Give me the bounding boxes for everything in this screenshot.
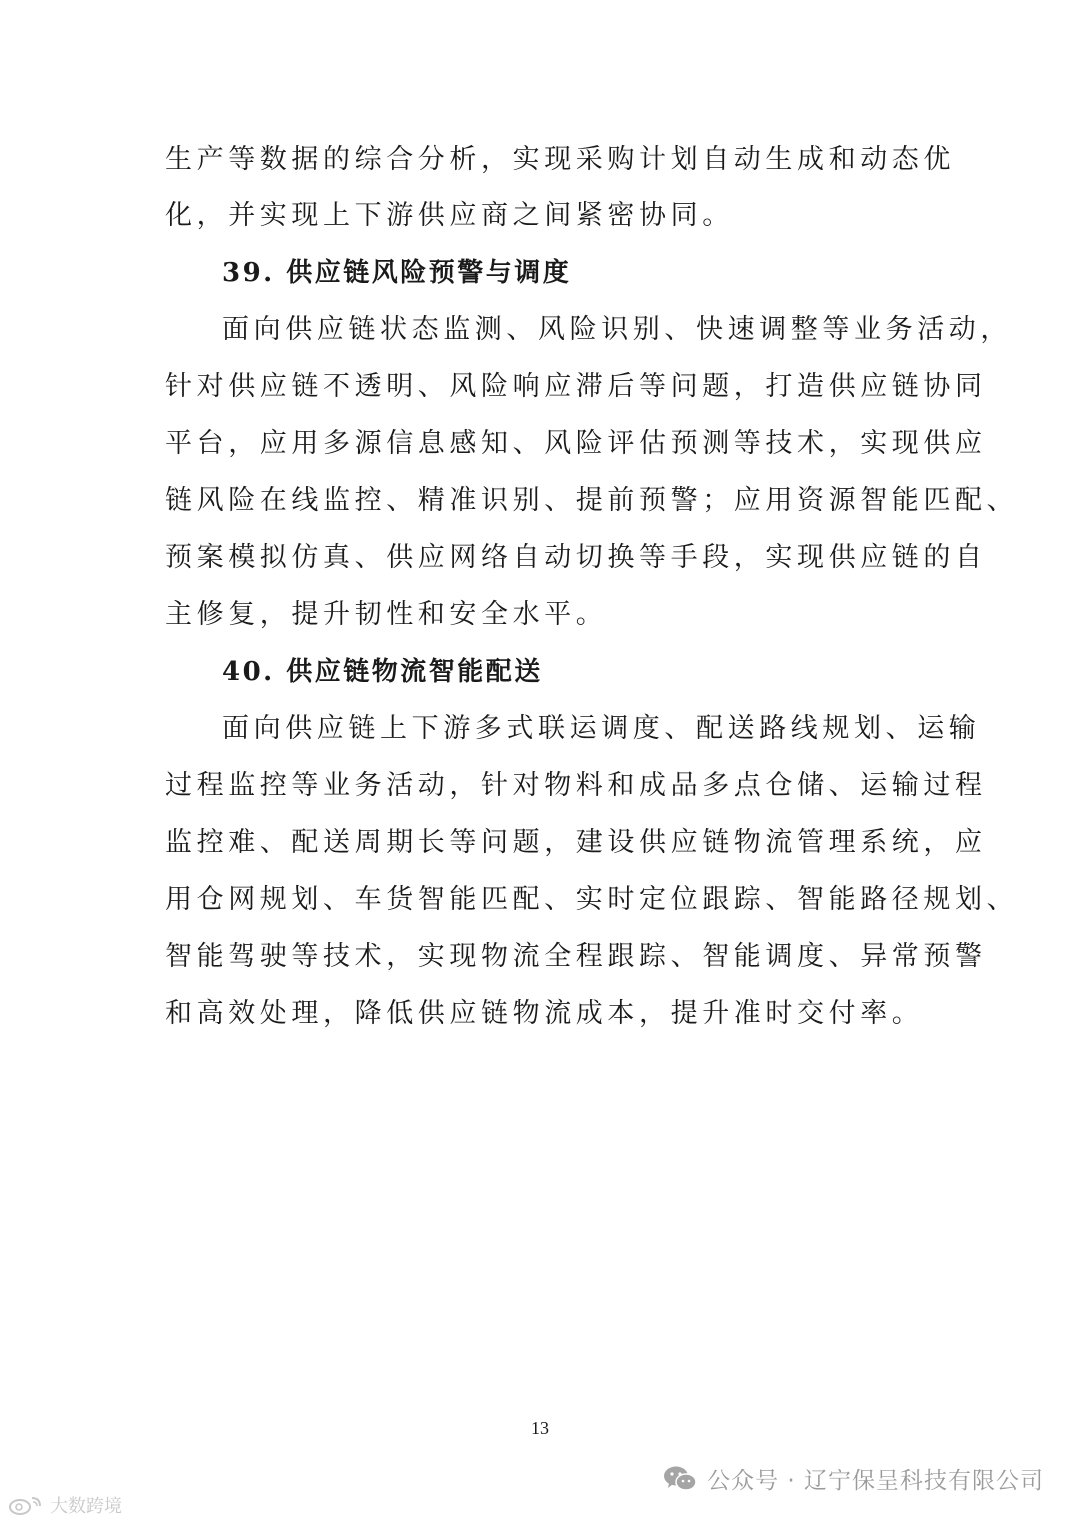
text-line: 生产等数据的综合分析，实现采购计划自动生成和动态优 [165,144,955,175]
wechat-watermark [663,1462,1044,1495]
text-line: 和高效处理，降低供应链物流成本，提升准时交付率。 [165,998,924,1029]
section-heading-39: 39. 供应链风险预警与调度 [222,258,572,288]
text-line: 监控难、配送周期长等问题，建设供应链物流管理系统，应 [165,827,987,858]
text-line: 面向供应链状态监测、风险识别、快速调整等业务活动， [222,314,1012,345]
page-number: 13 [531,1418,549,1438]
text-line: 过程监控等业务活动，针对物料和成品多点仓储、运输过程 [165,770,987,801]
wechat-icon [663,1465,697,1493]
weibo-icon [8,1494,46,1516]
text-line: 预案模拟仿真、供应网络自动切换等手段，实现供应链的自 [165,542,987,573]
text-line: 用仓网规划、车货智能匹配、实时定位跟踪、智能路径规划、 [165,884,1019,915]
source-watermark-text: 大数跨境 [50,1496,122,1517]
section-heading-40: 40. 供应链物流智能配送 [222,657,543,687]
text-line: 主修复，提升韧性和安全水平。 [165,599,608,630]
text-line: 面向供应链上下游多式联运调度、配送路线规划、运输 [222,713,981,744]
text-line: 智能驾驶等技术，实现物流全程跟踪、智能调度、异常预警 [165,941,987,972]
text-line: 针对供应链不透明、风险响应滞后等问题，打造供应链协同 [165,371,987,402]
text-line: 平台，应用多源信息感知、风险评估预测等技术，实现供应 [165,428,987,459]
source-watermark [8,1492,122,1518]
wechat-watermark-text: 公众号 · 辽宁保呈科技有限公司 [707,1468,1044,1494]
text-line: 化，并实现上下游供应商之间紧密协同。 [165,200,734,231]
text-line: 链风险在线监控、精准识别、提前预警；应用资源智能匹配、 [165,485,1019,516]
